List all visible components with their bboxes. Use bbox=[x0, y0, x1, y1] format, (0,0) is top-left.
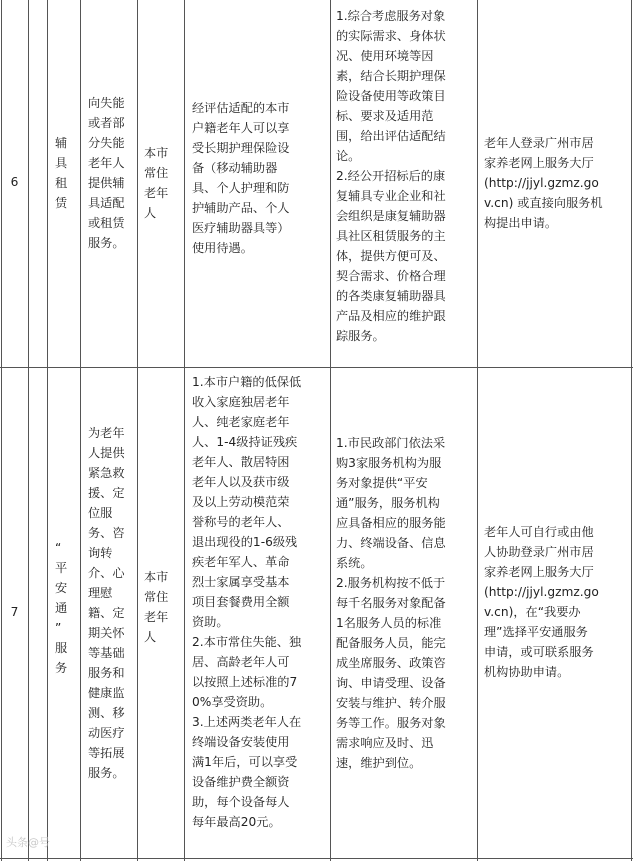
table-row-7-service-name: “ 平 安 通 ” 服 务 bbox=[55, 541, 68, 675]
table-row-6-application: 老年人登录广州市居 家养老网上服务大厅 (http://jjyl.gzmz.go v.cn) 或直接向服务机 构提出申请。 bbox=[484, 136, 603, 230]
table-row-6-service-object: 本市 常住 老年 人 bbox=[144, 146, 169, 220]
column-divider bbox=[80, 0, 81, 861]
table-row-6-service-name: 辅 具 租 赁 bbox=[55, 136, 68, 210]
table-row-7-service-standard: 1.本市户籍的低保低 收入家庭独居老年 人、纯老家庭老年 人、1-4级持证残疾 老年人、散居特困 老年人以及获市级 及以上劳动模范荣 誉称号的老年人、 退出现役的1-6级残 疾老年军人、革命 烈士家属享受基本 项目套餐费用全额 资助。 2.本市常住失能、独 居、高龄老年人可 以按照上述标准的7 0%享受资助。 3.上述两类老年人在 终端设备安装使用 满1年后，可以享受 设备维护费全额资 助，每个设备每人 每年最高20元。 bbox=[192, 375, 302, 829]
column-divider bbox=[28, 0, 29, 861]
table-row-7-service-mode: 1.市民政部门依法采 购3家服务机构为服 务对象提供“平安 通”服务，服务机构 应具备相应的服务能 力、终端设备、信息 系统。 2.服务机构按不低于 每千名服务对象配备 1名服务人员的标准 配备服务人员，能完 成坐席服务、政策咨 询、申请受理、设备 安装与维护、转介服 务等工作。服务对象 需求响应及时、迅 速，维护到位。 bbox=[336, 436, 446, 770]
watermark: 头条@号 bbox=[6, 836, 50, 849]
table-border-right bbox=[631, 0, 632, 861]
table-bottom-border bbox=[0, 858, 633, 859]
table-row-6-service-content: 向失能 或者部 分失能 老年人 提供辅 具适配 或租赁 服务。 bbox=[88, 96, 125, 250]
table-row-7-service-content: 为老年 人提供 紧急救 援、定 位服 务、咨 询转 介、心 理慰 籍、定 期关怀 等基础 服务和 健康监 测、移 动医疗 等拓展 服务。 bbox=[88, 426, 125, 780]
column-divider bbox=[137, 0, 138, 861]
table-row-6-service-standard: 经评估适配的本市 户籍老年人可以享 受长期护理保险设 备（移动辅助器 具、个人护理和防 护辅助产品、个人 医疗辅助器具等） 使用待遇。 bbox=[192, 101, 290, 255]
table-row-6-service-mode: 1.综合考虑服务对象 的实际需求、身体状 况、使用环境等因 素，结合长期护理保 险设备使用等政策目 标、要求及适用范 围，给出评估适配结 论。 2.经公开招标后的康 复辅具专业企业和社 会组织是康复辅助器 具社区租赁服务的主 体，提供方便可及、 契合需求、价格合理 的各类康复辅助器具 产品及相应的维护跟 踪服务。 bbox=[336, 9, 446, 343]
column-divider bbox=[477, 0, 478, 861]
table-border-left bbox=[1, 0, 2, 861]
table-row-7-number: 7 bbox=[10, 605, 19, 619]
table-row-7-service-object: 本市 常住 老年 人 bbox=[144, 570, 169, 644]
row-divider bbox=[0, 367, 633, 368]
column-divider bbox=[47, 0, 48, 861]
column-divider bbox=[184, 0, 185, 861]
table-row-7-application: 老年人可自行或由他 人协助登录广州市居 家养老网上服务大厅 (http://jjyl.gzmz.go v.cn)，在“我要办 理”选择平安通服务 申请，或可联系服务 机构协助申请。 bbox=[484, 525, 599, 679]
table-row-6-number: 6 bbox=[10, 175, 19, 189]
column-divider bbox=[330, 0, 331, 861]
